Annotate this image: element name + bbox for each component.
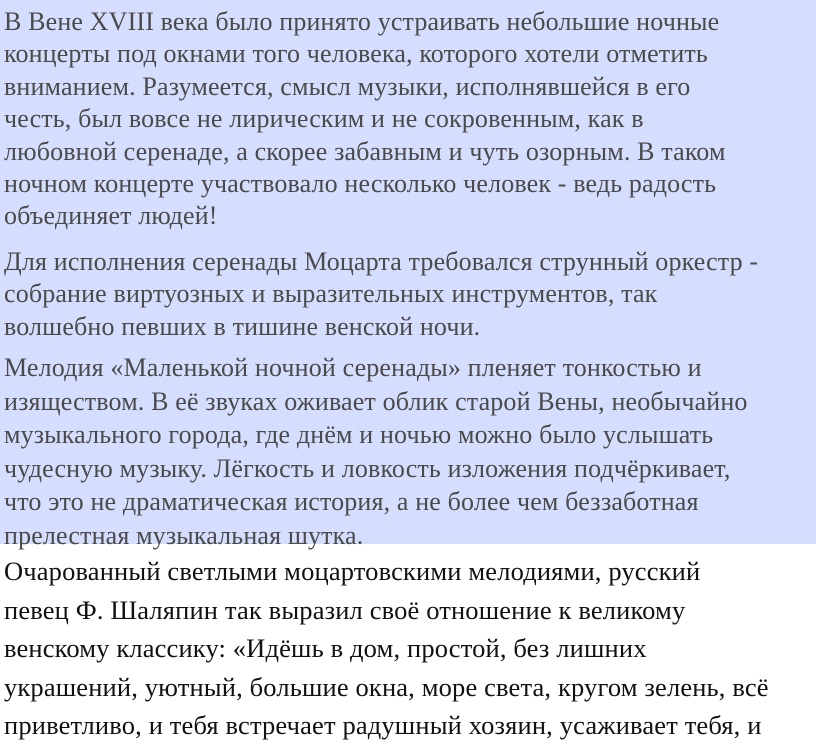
paragraph-chaliapin-quote: Очарованный светлыми моцартовскими мелодиями, русский певец Ф. Шаляпин так выразил своё отношение к великому венскому классику: «Идёшь в дом, простой, без лишних украшений, уютный, большие окна, море света, кругом зелень, всё приветливо, и тебя встречает радушный хозяин, усаживает тебя, и: [4, 556, 769, 740]
paragraph-string-orchestra: Для исполнения серенады Моцарта требовался струнный оркестр - собрание виртуозных и выразительных инструментов, так волшебно певших в тишине венской ночи.: [4, 247, 759, 341]
paragraph-vienna-night-concerts: В Вене XVIII века было принято устраивать небольшие ночные концерты под окнами того человека, которого хотели отметить вниманием. Разумеется, смысл музыки, исполнявшейся в его честь, был вовсе не лирическим и не сокровенным, как в любовной серенаде, а скорее забавным и чуть озорным. В таком ночном концерте участвовало несколько человек - ведь радость объединяет людей!: [4, 7, 726, 231]
paragraph-little-night-serenade: Мелодия «Маленькой ночной серенады» пленяет тонкостью и изяществом. В её звуках оживает облик старой Вены, необычайно музыкального города, где днём и ночью можно было услышать чудесную музыку. Лёгкость и ловкость изложения подчёркивает, что это не драматическая история, а не более чем беззаботная прелестная музыкальная шутка.: [4, 353, 748, 550]
